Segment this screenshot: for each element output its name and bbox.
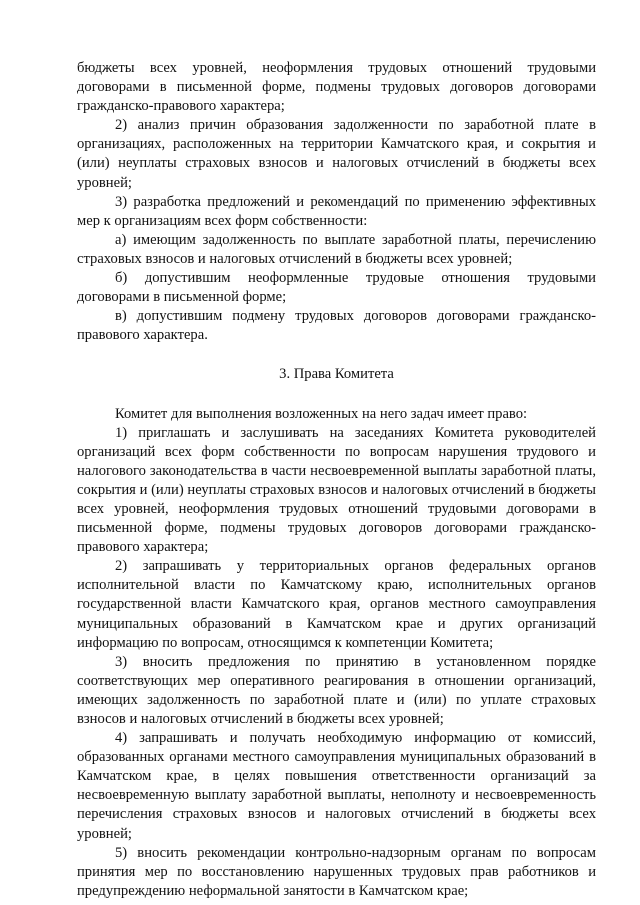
rights-item-4: 4) запрашивать и получать необходимую информацию от комиссий, образованных органами местного самоуправления муниципальных образований в Камчатском крае, в целях повышения ответственности организаций за несвоевременную выплату заработной выплаты, неполноту и несвоевременность перечисления страховых взносов и налоговых отчислений в бюджеты всех уровней; bbox=[77, 730, 596, 842]
rights-item-2: 2) запрашивать у территориальных органов федеральных органов исполнительной власти по Камчатскому краю, исполнительных органов государственной власти Камчатского края, органов местного самоуправления муниципальных образований в Камчатском крае и других организаций информацию по вопросам, относящимся к компетенции Комитета; bbox=[77, 558, 596, 651]
document-page bbox=[77, 59, 596, 901]
paragraph-continuation: бюджеты всех уровней, неоформления трудовых отношений трудовыми договорами в письменной форме, подмены трудовых договоров договорами гражданско-правового характера; bbox=[77, 60, 596, 115]
rights-item-3: 3) вносить предложения по принятию в установленном порядке соответствующих мер оперативного реагирования в отношении организаций, имеющих задолженность по заработной плате и (или) по уплате страховых взносов и налоговых отчислений в бюджеты всех уровней; bbox=[77, 653, 596, 727]
rights-item-5: 5) вносить рекомендации контрольно-надзорным органам по вопросам принятия мер по восстановлению нарушенных трудовых прав работников и предупреждению неформальной занятости в Камчатском крае; bbox=[77, 844, 596, 899]
paragraph-item-3: 3) разработка предложений и рекомендаций по применению эффективных мер к организациям всех форм собственности: bbox=[77, 193, 596, 229]
paragraph-subitem-b: б) допустившим неоформленные трудовые отношения трудовыми договорами в письменной форме; bbox=[77, 270, 596, 306]
paragraph-subitem-v: в) допустившим подмену трудовых договоров договорами гражданско-правового характера. bbox=[77, 308, 596, 344]
section-intro: Комитет для выполнения возложенных на него задач имеет право: bbox=[115, 405, 528, 422]
paragraph-subitem-a: а) имеющим задолженность по выплате заработной платы, перечислению страховых взносов и налоговых отчислений в бюджеты всех уровней; bbox=[77, 231, 596, 267]
rights-item-1: 1) приглашать и заслушивать на заседаниях Комитета руководителей организаций всех форм собственности по вопросам нарушения трудового и налогового законодательства в части несвоевременной выплаты заработной платы, сокрытия и (или) неуплаты страховых взносов и налоговых отчислений в бюджеты всех уровней, неоформления трудовых отношений трудовыми договорами в письменной форме, подмены трудовых договоров договорами гражданско-правового характера; bbox=[77, 424, 596, 556]
section-heading: 3. Права Комитета bbox=[279, 366, 394, 383]
paragraph-item-2: 2) анализ причин образования задолженности по заработной плате в организациях, расположенных на территории Камчатского края, и сокрытия и (или) неуплаты страховых взносов и налоговых отчислений в бюджеты всех уровней; bbox=[77, 117, 596, 191]
